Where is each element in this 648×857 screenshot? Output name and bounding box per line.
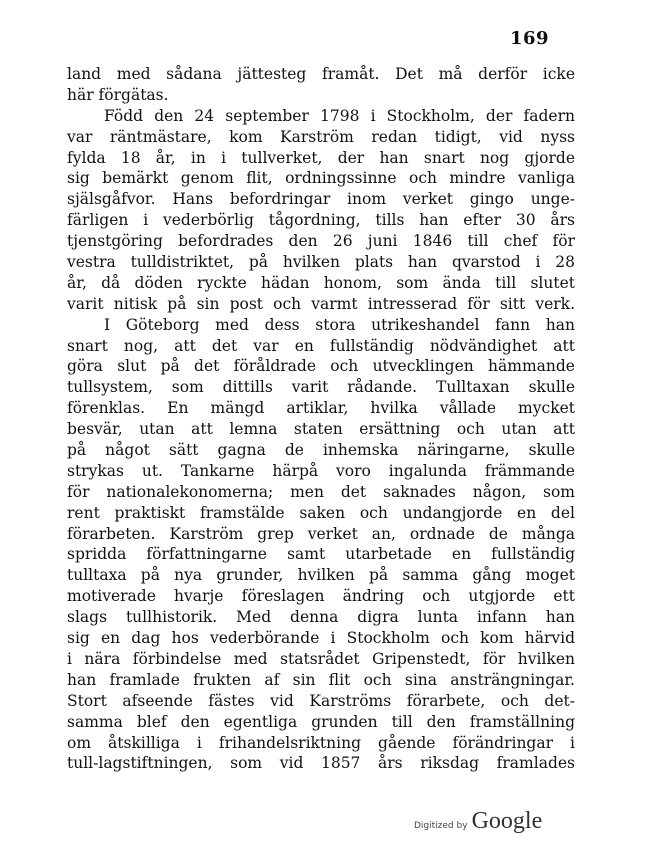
text-line: varit nitisk på sin post och varmt intresserad för sitt verk. [67, 294, 575, 313]
text-line: motiverade hvarje föreslagen ändring och utgjorde ett [67, 587, 575, 606]
body-text [67, 64, 575, 774]
text-line: snart nog, att det var en fullständig nödvändighet att [67, 336, 575, 355]
text-line: tjenstgöring befordrades den 26 juni 1846 till chef för [67, 232, 575, 251]
google-logo: Google [471, 808, 543, 834]
digitized-by-watermark [414, 808, 542, 835]
text-line: Född den 24 september 1798 i Stockholm, der fadern [104, 106, 575, 125]
text-line: strykas ut. Tankarne härpå voro ingalunda främmande [67, 461, 575, 480]
text-line: I Göteborg med dess stora utrikeshandel fann han [104, 315, 575, 334]
text-line: spridda författningarne samt utarbetade en fullständig [67, 545, 575, 564]
text-line: här förgätas. [67, 85, 169, 104]
text-line: göra slut på det föråldrade och utvecklingen hämmande [67, 357, 575, 376]
text-line: vestra tulldistriktet, på hvilken plats han qvarstod i 28 [67, 253, 575, 272]
text-line: förenklas. En mängd artiklar, hvilka vållade mycket [67, 399, 575, 418]
text-line: om åtskilliga i frihandelsriktning gående förändringar i [67, 733, 575, 752]
text-line: fylda 18 år, in i tullverket, der han snart nog gjorde [67, 148, 575, 167]
text-line: rent praktiskt framstälde saken och undangjorde en del [67, 503, 575, 522]
text-line: tull-lagstiftningen, som vid 1857 års riksdag framlades [67, 754, 575, 773]
text-line: Stort afseende fästes vid Karströms förarbete, och det- [67, 691, 575, 710]
text-line: samma blef den egentliga grunden till den framställning [67, 712, 575, 731]
text-line: sig bemärkt genom flit, ordningssinne och mindre vanliga [67, 169, 575, 188]
text-line: på något sätt gagna de inhemska näringarne, skulle [67, 441, 575, 460]
text-line: år, då döden ryckte hädan honom, som ända till slutet [67, 273, 575, 292]
text-line: sig en dag hos vederbörande i Stockholm och kom härvid [67, 629, 575, 648]
text-line: förarbeten. Karström grep verket an, ordnade de många [67, 524, 575, 543]
text-line: själsgåfvor. Hans befordringar inom verket gingo unge- [67, 190, 575, 209]
text-line: han framlade frukten af sin flit och sina ansträngningar. [67, 670, 575, 689]
text-line: land med sådana jättesteg framåt. Det må derför icke [67, 65, 575, 83]
text-line: slags tullhistorik. Med denna digra lunta infann han [67, 608, 575, 627]
text-line: i nära förbindelse med statsrådet Gripenstedt, för hvilken [67, 649, 575, 668]
text-line: tullsystem, som dittills varit rådande. Tulltaxan skulle [67, 378, 575, 397]
text-line: färligen i vederbörlig tågordning, tills han efter 30 års [67, 211, 575, 230]
digitized-by-label: Digitized by [414, 821, 468, 831]
text-line: för nationalekonomerna; men det saknades någon, som [67, 482, 575, 501]
text-line: tulltaxa på nya grunder, hvilken på samma gång moget [67, 566, 575, 585]
page-number: 169 [510, 28, 550, 49]
text-line: besvär, utan att lemna staten ersättning och utan att [67, 420, 575, 439]
text-line: var räntmästare, kom Karström redan tidigt, vid nyss [67, 127, 575, 146]
